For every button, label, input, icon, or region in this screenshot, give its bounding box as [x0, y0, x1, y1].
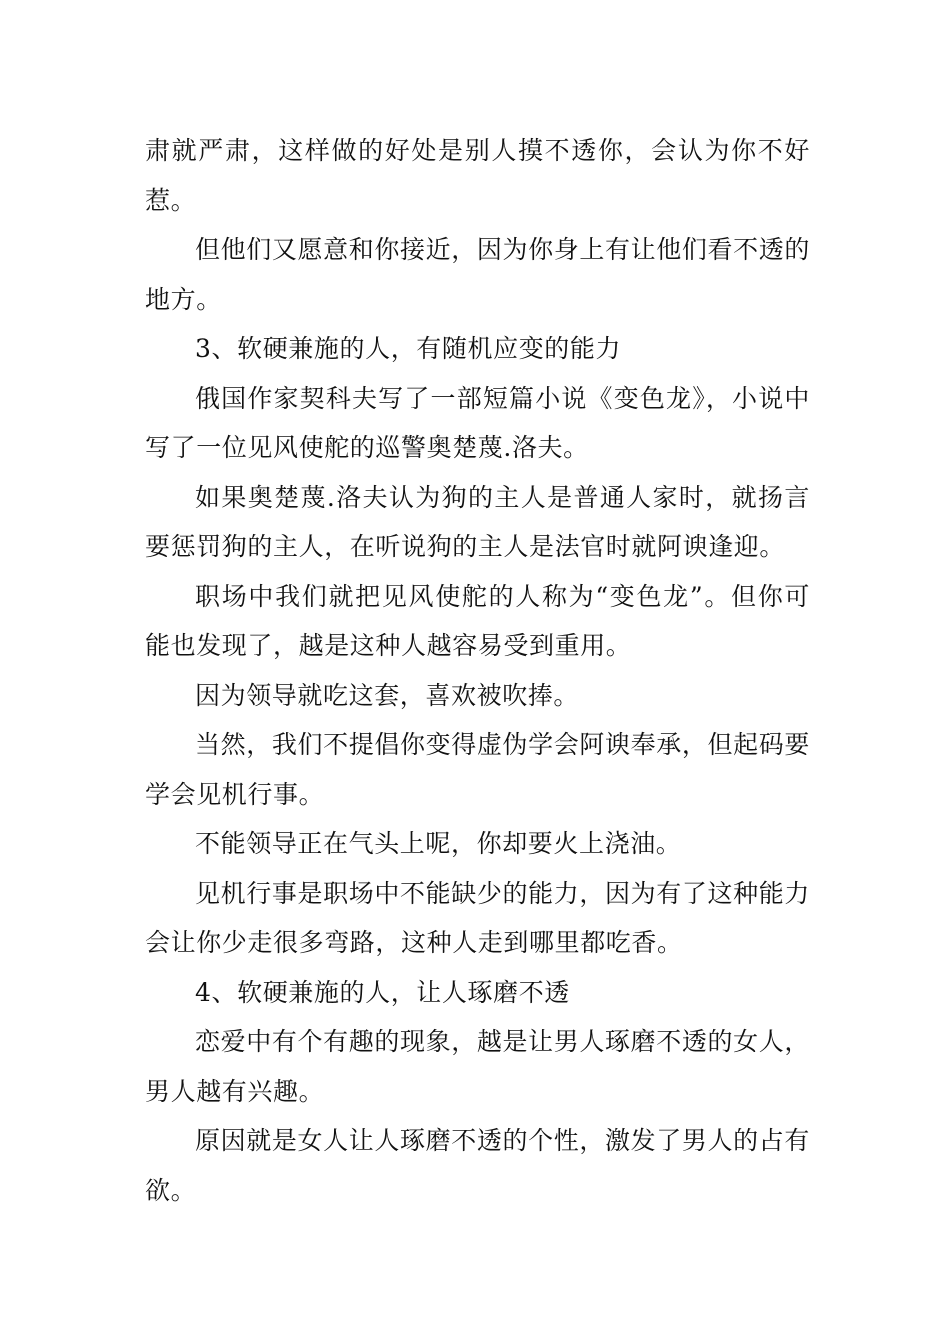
document-body — [145, 126, 810, 1215]
paragraph-continued: 肃就严肃，这样做的好处是别人摸不透你，会认为你不好惹。 — [145, 136, 810, 215]
paragraph: 恋爱中有个有趣的现象，越是让男人琢磨不透的女人，男人越有兴趣。 — [145, 1027, 810, 1106]
paragraph: 但他们又愿意和你接近，因为你身上有让他们看不透的地方。 — [145, 235, 810, 314]
section-heading: 3、软硬兼施的人，有随机应变的能力 — [195, 334, 622, 363]
paragraph: 职场中我们就把见风使舵的人称为“变色龙”。但你可能也发现了，越是这种人越容易受到重用。 — [145, 581, 810, 660]
paragraph: 见机行事是职场中不能缺少的能力，因为有了这种能力会让你少走很多弯路，这种人走到哪里都吃香。 — [145, 878, 810, 957]
paragraph: 如果奥楚蔑.洛夫认为狗的主人是普通人家时，就扬言要惩罚狗的主人，在听说狗的主人是法官时就阿谀逢迎。 — [145, 482, 810, 561]
paragraph: 俄国作家契科夫写了一部短篇小说《变色龙》，小说中写了一位见风使舵的巡警奥楚蔑.洛夫。 — [145, 383, 810, 462]
paragraph: 因为领导就吃这套，喜欢被吹捧。 — [195, 680, 580, 710]
paragraph: 不能领导正在气头上呢，你却要火上浇油。 — [195, 829, 682, 858]
section-heading: 4、软硬兼施的人，让人琢磨不透 — [195, 977, 570, 1007]
paragraph: 原因就是女人让人琢磨不透的个性，激发了男人的占有欲。 — [145, 1126, 810, 1205]
paragraph: 当然，我们不提倡你变得虚伪学会阿谀奉承，但起码要学会见机行事。 — [145, 730, 810, 809]
